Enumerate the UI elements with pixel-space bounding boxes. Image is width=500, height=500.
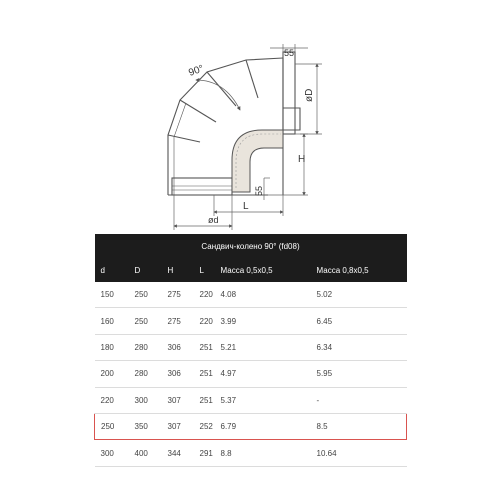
table-cell: 307 xyxy=(162,387,194,413)
insulation-section xyxy=(232,130,283,192)
table-header-row xyxy=(95,258,407,282)
table-cell: 220 xyxy=(194,308,215,334)
table-cell: 300 xyxy=(95,440,129,466)
table-cell: 160 xyxy=(95,308,129,334)
table-cell: 8.5 xyxy=(311,413,407,439)
table-cell: 306 xyxy=(162,361,194,387)
inner-diameter-label: ød xyxy=(208,215,219,225)
column-header: Масса 0,5х0,5 xyxy=(215,258,311,282)
table-cell: 250 xyxy=(129,282,162,308)
length-label: L xyxy=(243,201,249,212)
table-cell: 250 xyxy=(129,308,162,334)
table-cell: 280 xyxy=(129,334,162,360)
table-cell: 180 xyxy=(95,334,129,360)
table-cell: 5.95 xyxy=(311,361,407,387)
table-cell: 344 xyxy=(162,440,194,466)
table-cell: 306 xyxy=(162,334,194,360)
table-cell: 291 xyxy=(194,440,215,466)
table-cell: 4.97 xyxy=(215,361,311,387)
table-cell: 280 xyxy=(129,361,162,387)
table-cell: 8.8 xyxy=(215,440,311,466)
table-cell: - xyxy=(311,387,407,413)
table-cell: 6.34 xyxy=(311,334,407,360)
table-cell: 4.08 xyxy=(215,282,311,308)
column-header: d xyxy=(95,258,129,282)
table-row xyxy=(95,282,407,308)
table-cell: 200 xyxy=(95,361,129,387)
table-cell: 251 xyxy=(194,334,215,360)
elbow-technical-drawing xyxy=(0,0,500,235)
table-cell: 5.02 xyxy=(311,282,407,308)
table-row xyxy=(95,440,407,466)
table-cell: 150 xyxy=(95,282,129,308)
table-cell: 251 xyxy=(194,387,215,413)
table-cell: 251 xyxy=(194,361,215,387)
table-cell: 275 xyxy=(162,282,194,308)
table-cell: 5.21 xyxy=(215,334,311,360)
table-cell: 300 xyxy=(129,387,162,413)
column-header: D xyxy=(129,258,162,282)
column-header: H xyxy=(162,258,194,282)
table-row xyxy=(95,413,407,439)
elbow-outer-contour xyxy=(168,58,283,195)
length-dimension xyxy=(214,195,283,216)
table-cell: 6.45 xyxy=(311,308,407,334)
outer-diameter-label: øD xyxy=(304,88,315,102)
table-cell: 350 xyxy=(129,413,162,439)
table-cell: 3.99 xyxy=(215,308,311,334)
table-row xyxy=(95,387,407,413)
table-cell: 10.64 xyxy=(311,440,407,466)
table-cell: 250 xyxy=(95,413,129,439)
table-cell: 5.37 xyxy=(215,387,311,413)
table-cell: 6.79 xyxy=(215,413,311,439)
specification-table xyxy=(94,234,407,467)
column-header: Масса 0,8х0,5 xyxy=(311,258,407,282)
table-row xyxy=(95,334,407,360)
elbow-inlet-sleeve xyxy=(172,178,232,195)
top-offset-label: 55 xyxy=(284,48,295,58)
table-row xyxy=(95,308,407,334)
table-cell: 275 xyxy=(162,308,194,334)
table-cell: 220 xyxy=(194,282,215,308)
column-header: L xyxy=(194,258,215,282)
table-cell: 252 xyxy=(194,413,215,439)
table-cell: 307 xyxy=(162,413,194,439)
bottom-offset-label: 55 xyxy=(254,185,264,196)
angle-label: 90° xyxy=(187,63,206,79)
table-row xyxy=(95,361,407,387)
height-label: H xyxy=(298,154,306,165)
outer-diameter-dimension xyxy=(295,64,322,134)
inner-diameter-dimension xyxy=(174,195,232,230)
top-offset-dimension xyxy=(270,44,308,58)
table-title: Сандвич-колено 90° (fd08) xyxy=(95,234,407,258)
bottom-offset-dimension xyxy=(254,178,270,200)
table-cell: 400 xyxy=(129,440,162,466)
table-cell: 220 xyxy=(95,387,129,413)
